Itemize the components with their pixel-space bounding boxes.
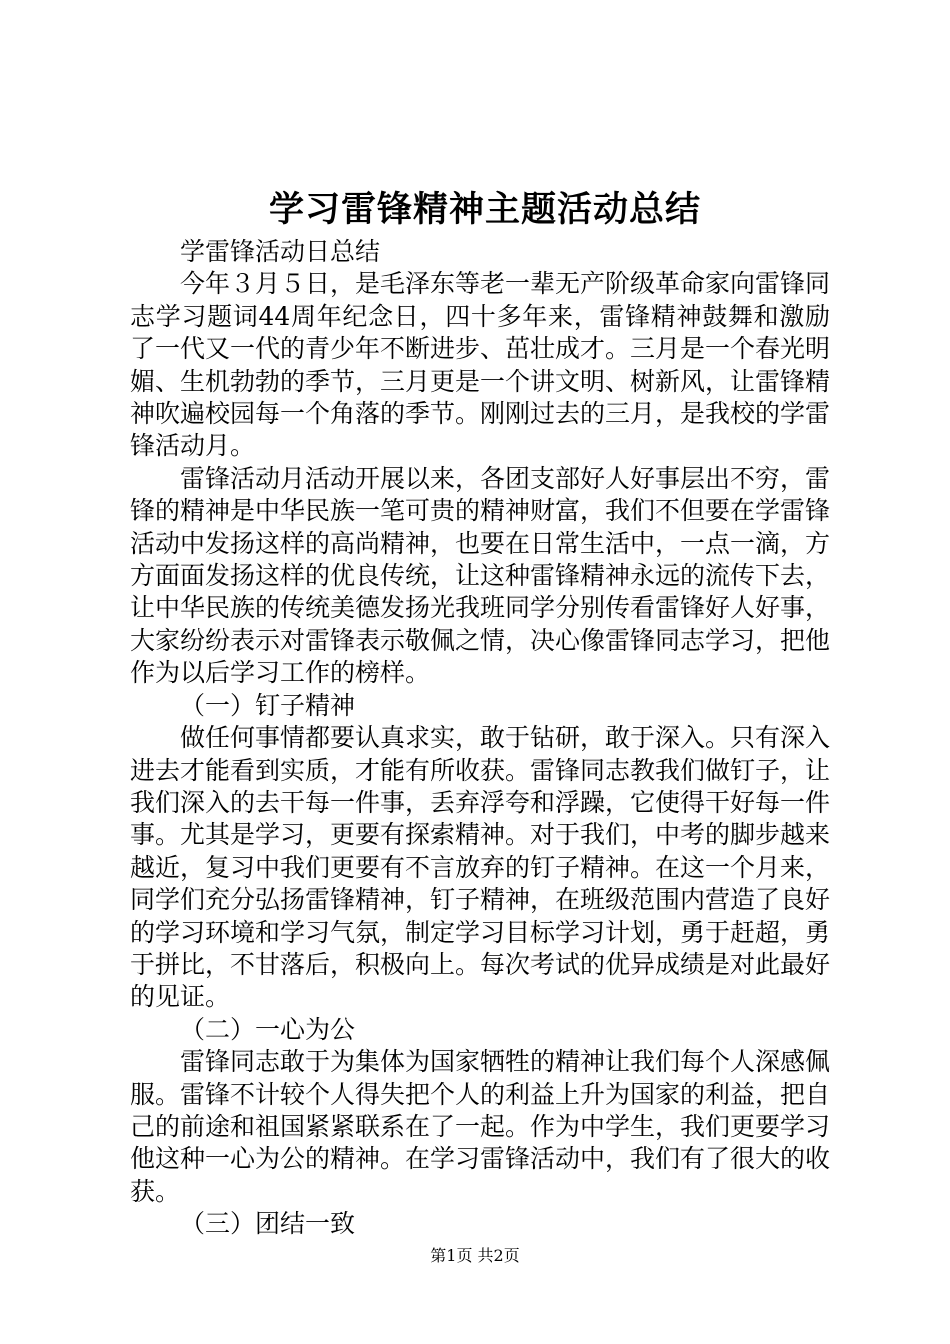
paragraph-intro: 今年３月５日，是毛泽东等老一辈无产阶级革命家向雷锋同志学习题词44周年纪念日，四十多年来，雷锋精神鼓舞和激励了一代又一代的青少年不断进步、茁壮成才。三月是一个春光明媚、生机勃勃的季节，三月更是一个讲文明、树新风，让雷锋精神吹遍校园每一个角落的季节。刚刚过去的三月，是我校的学雷锋活动月。 <box>130 269 831 461</box>
section-heading-unity: （三）团结一致 <box>180 1209 356 1239</box>
paragraph-public-spirit: 雷锋同志敢于为集体为国家牺牲的精神让我们每个人深感佩服。雷锋不计较个人得失把个人的利益上升为国家的利益，把自己的前途和祖国紧紧联系在了一起。作为中学生，我们更要学习他这种一心为公的精神。在学习雷锋活动中，我们有了很大的收获。 <box>130 1047 831 1206</box>
paragraph-activity-month: 雷锋活动月活动开展以来，各团支部好人好事层出不穷，雷锋的精神是中华民族一笔可贵的精神财富，我们不但要在学雷锋活动中发扬这样的高尚精神，也要在日常生活中，一点一滴，方方面面发扬这样的优良传统，让这种雷锋精神永远的流传下去，让中华民族的传统美德发扬光我班同学分别传看雷锋好人好事，大家纷纷表示对雷锋表示敬佩之情，决心像雷锋同志学习，把他作为以后学习工作的榜样。 <box>130 463 831 688</box>
document-page <box>130 188 830 1241</box>
paragraph-subtitle: 学雷锋活动日总结 <box>180 237 381 266</box>
document-title: 学习雷锋精神主题活动总结 <box>268 189 701 230</box>
section-heading-public-spirit: （二）一心为公 <box>180 1014 356 1044</box>
section-heading-nail-spirit: （一）钉子精神 <box>180 690 356 720</box>
paragraph-nail-spirit: 做任何事情都要认真求实，敢于钻研，敢于深入。只有深入进去才能看到实质，才能有所收获。雷锋同志教我们做钉子，让我们深入的去干每一件事，丢弃浮夸和浮躁，它使得干好每一件事。尤其是学习，更要有探索精神。对于我们，中考的脚步越来越近，复习中我们更要有不言放弃的钉子精神。在这一个月来，同学们充分弘扬雷锋精神，钉子精神，在班级范围内营造了良好的学习环境和学习气氛，制定学习目标学习计划，勇于赶超，勇于拼比，不甘落后，积极向上。每次考试的优异成绩是对此最好的见证。 <box>130 723 831 1012</box>
page-number-footer: 第1页 共2页 <box>430 1246 520 1265</box>
